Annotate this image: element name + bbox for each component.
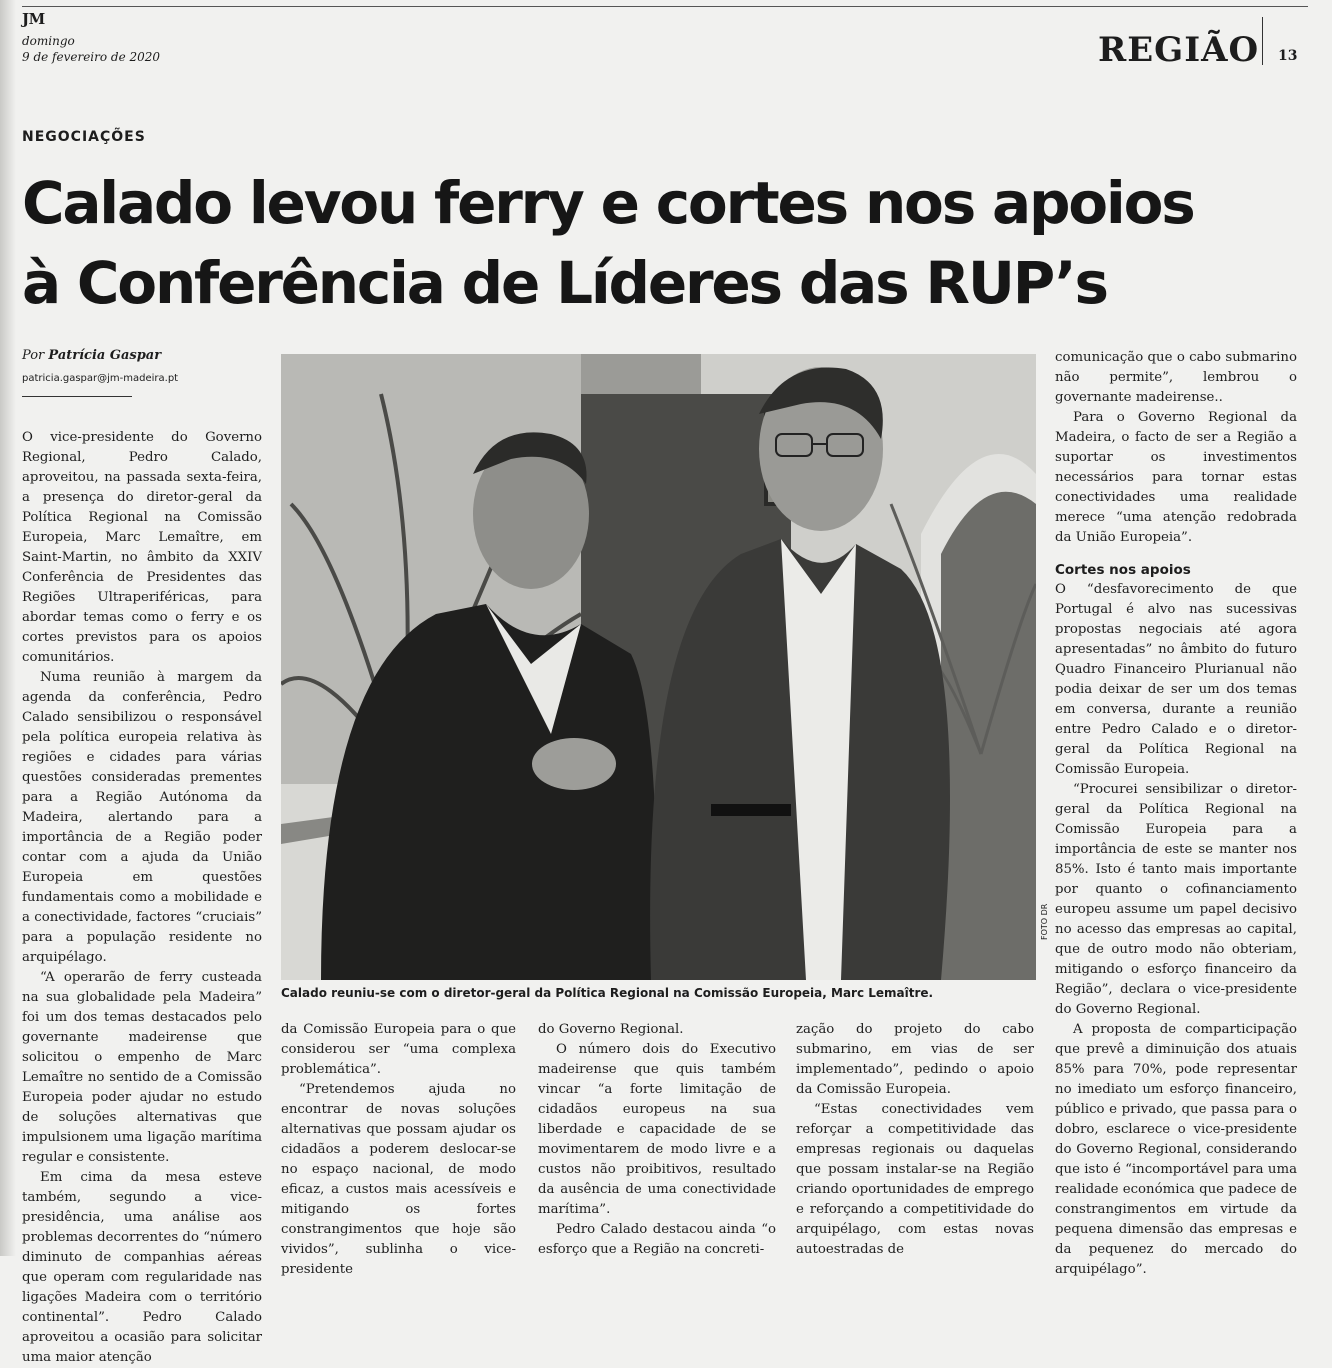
page-number: 13 [1278, 48, 1298, 64]
headline-line-1: Calado levou ferry e cortes nos apoios [22, 169, 1194, 237]
paragraph: da Comissão Europeia para o que considerou ser “uma complexa problemática”. [281, 1022, 516, 1077]
publication-logo: JM [22, 10, 45, 28]
photo-caption: Calado reuniu-se com o diretor-geral da Política Regional na Comissão Europeia, Marc Lemaître. [281, 986, 934, 1000]
byline-rule [22, 396, 132, 397]
paragraph: “Procurei sensibilizar o diretor-geral da Política Regional na Comissão Europeia para a importância de este se manter nos 85%. Isto é tanto mais importante por quanto o cofinanciamento europeu assume um papel decisivo no acesso das empresas ao capital, que de outro modo não obteriam, mitigando o esforço financeiro da Região”, declara o vice-presidente do Governo Regional. [1055, 782, 1297, 1017]
photo-handshake-illustration [281, 354, 1036, 980]
paragraph: O número dois do Executivo madeirense que quis também vincar “a forte limitação de cidadãos europeus na sua liberdade e capacidade de se movimentarem de modo livre e a custos não proibitivos, resultado da ausência de uma conectividade marítima”. [538, 1042, 776, 1217]
paragraph: O vice-presidente do Governo Regional, Pedro Calado, aproveitou, na passada sexta-feira, a presença do diretor-geral da Política Regional na Comissão Europeia, Marc Lemaître, em Saint-Martin, no âmbito da XXIV Conferência de Presidentes das Regiões Ultraperiféricas, para abordar temas como o ferry e os cortes previstos para os apoios comunitários. [22, 430, 262, 665]
column-3 [538, 1020, 776, 1260]
paragraph: Numa reunião à margem da agenda da conferência, Pedro Calado sensibilizou o responsável pela política europeia relativa às regiões e cidades para várias questões consideradas prementes para a Região Autónoma da Madeira, alertando para a importância de a Região poder contar com a ajuda da União Europeia em questões fundamentais como a mobilidade e a conectividade, factores “cruciais” para a população residente no arquipélago. [22, 670, 262, 965]
paragraph: Em cima da mesa esteve também, segundo a vice-presidência, uma análise aos problemas decorrentes do “número diminuto de companhias aéreas que operam com regularidade nas ligações Madeira com o território continental”. Pedro Calado aproveitou a ocasião para solicitar uma maior atenção [22, 1170, 262, 1365]
paragraph: “A operarão de ferry custeada na sua globalidade pela Madeira” foi um dos temas destacados pelo governante madeirense que solicitou o empenho de Marc Lemaître no sentido de a Comissão Europeia poder ajudar no estudo de soluções alternativas que impulsionem uma ligação marítima regular e consistente. [22, 970, 262, 1165]
headline-line-2: à Conferência de Líderes das RUP’s [22, 249, 1107, 317]
top-rule [22, 6, 1308, 7]
paragraph: “Pretendemos ajuda no encontrar de novas soluções alternativas que possam ajudar os cidadãos a poderem deslocar-se no espaço nacional, de modo eficaz, a custos mais acessíveis e mitigando os fortes constrangimentos que hoje são vividos”, sublinha o vice-presidente [281, 1082, 516, 1277]
column-1 [22, 428, 262, 1368]
paragraph: zação do projeto do cabo submarino, em vias de ser implementado”, pedindo o apoio da Comissão Europeia. [796, 1022, 1034, 1097]
author-email: patricia.gaspar@jm-madeira.pt [22, 373, 179, 384]
paragraph: “Estas conectividades vem reforçar a competitividade das empresas regionais ou daquelas que possam instalar-se na Região criando oportunidades de emprego e reforçando a competitividade do arquipélago, com estas novas autoestradas de [796, 1102, 1034, 1257]
paragraph: O “desfavorecimento de que Portugal é alvo nas sucessivas propostas negociais até agora apresentadas” no âmbito do futuro Quadro Financeiro Plurianual não podia deixar de ser um dos temas em conversa, durante a reunião entre Pedro Calado e o diretor-geral da Política Regional na Comissão Europeia. [1055, 582, 1297, 777]
column-4 [796, 1020, 1034, 1260]
page-gutter-shadow [0, 0, 16, 1256]
byline [22, 348, 161, 363]
paragraph: A proposta de comparticipação que prevê a diminuição dos atuais 85% para 70%, pode representar no imediato um esforço financeiro, público e privado, que passa para o dobro, esclarece o vice-presidente do Governo Regional, considerando que isto é “incomportável para uma realidade económica que padece de constrangimentos em virtude da pequena dimensão das empresas e da pequenez do mercado do arquipélago”. [1055, 1022, 1297, 1277]
section-divider [1262, 17, 1263, 65]
byline-prefix: Por [22, 348, 45, 363]
paragraph: comunicação que o cabo submarino não permite”, lembrou o governante madeirense.. [1055, 350, 1297, 405]
weekday: domingo [22, 34, 75, 48]
issue-date: 9 de fevereiro de 2020 [22, 50, 161, 64]
author-name: Patrícia Gaspar [48, 348, 162, 363]
photo-credit: FOTO DR [1040, 903, 1049, 940]
column-2 [281, 1020, 516, 1280]
column-5 [1055, 348, 1297, 1280]
paragraph: Para o Governo Regional da Madeira, o facto de ser a Região a suportar os investimentos necessários para tornar estas conectividades uma realidade merece “uma atenção redobrada da União Europeia”. [1055, 410, 1297, 545]
section-title: REGIÃO [1098, 30, 1260, 70]
subheading: Cortes nos apoios [1055, 562, 1191, 578]
article-headline [22, 163, 1312, 323]
paragraph: Pedro Calado destacou ainda “o esforço que a Região na concreti- [538, 1222, 776, 1257]
article-kicker: NEGOCIAÇÕES [22, 129, 146, 145]
paragraph: do Governo Regional. [538, 1022, 684, 1037]
article-photo [281, 354, 1036, 980]
